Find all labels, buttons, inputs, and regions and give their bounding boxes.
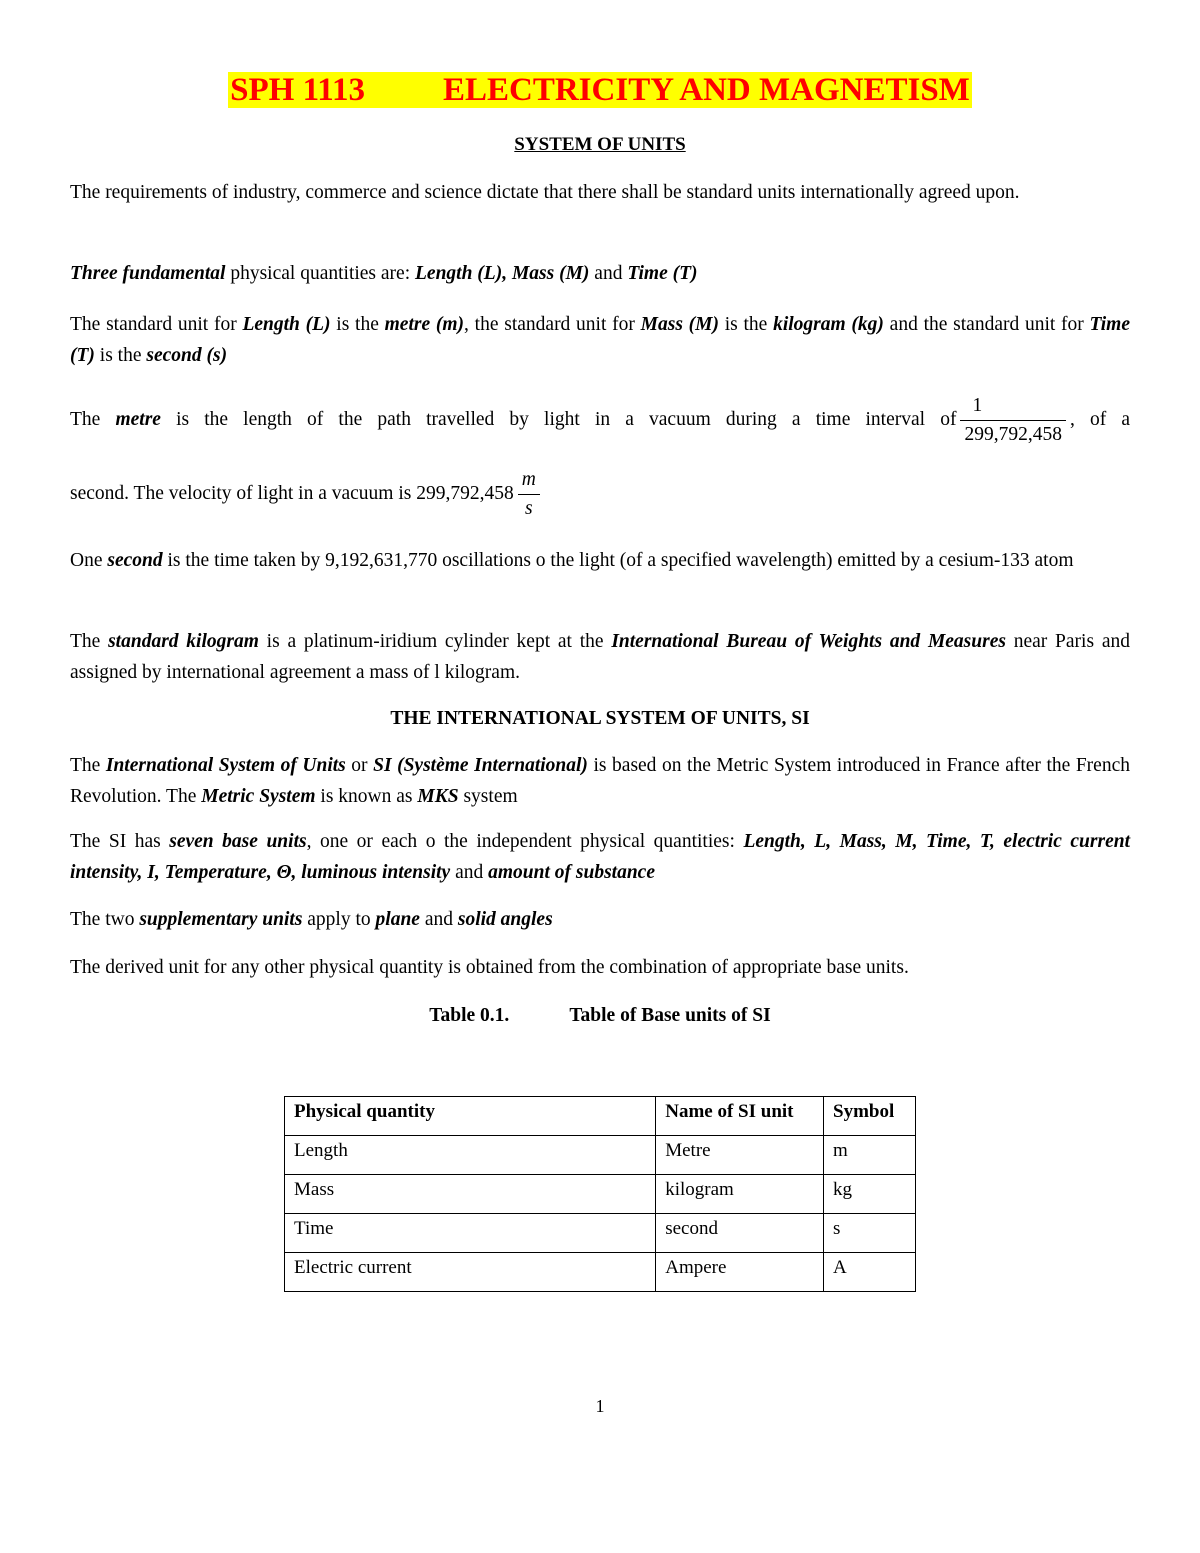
table-cell: s [824, 1214, 916, 1253]
light-velocity-value: 299,792,458 [416, 482, 514, 504]
table-cell: second [656, 1214, 824, 1253]
fraction-time-interval: $\frac{1}{299,792,458}$ [960, 392, 1066, 449]
table-cell: Time [285, 1214, 656, 1253]
table-cell: kilogram [656, 1175, 824, 1214]
table-header-cell: Name of SI unit [656, 1097, 824, 1136]
document-title [0, 70, 1200, 110]
oscillations-value: 9,192,631,770 [325, 550, 438, 571]
section-subtitle: SYSTEM OF UNITS [514, 134, 686, 155]
table-header-cell: Symbol [824, 1097, 916, 1136]
table-caption: Table 0.1. Table of Base units of SI [429, 1005, 771, 1026]
table-cell: Metre [656, 1136, 824, 1175]
paragraph-second-definition: One second is the time taken by 9,192,631,770 oscillations o the light (of a specified wavelength) emitted by a cesium-133 atom [70, 550, 1074, 571]
table-row [285, 1136, 916, 1175]
paragraph-derived-units: The derived unit for any other physical quantity is obtained from the combination of appropriate base units. [70, 957, 909, 978]
table-header-row [285, 1097, 916, 1136]
paragraph-supplementary-units: The two supplementary units apply to plane and solid angles [70, 909, 553, 930]
table-row [285, 1175, 916, 1214]
table-cell: Ampere [656, 1253, 824, 1292]
table-cell: Mass [285, 1175, 656, 1214]
paragraph-si-metric-system: The International System of Units or SI (Système International) is based on the Metric System introduced in France after the French Revolution. The Metric System is known as MKS system [70, 755, 1130, 807]
table-row [285, 1214, 916, 1253]
table-cell: kg [824, 1175, 916, 1214]
title-highlight [228, 72, 972, 108]
table-cell: m [824, 1136, 916, 1175]
table-header-cell: Physical quantity [285, 1097, 656, 1136]
paragraph-standard-units: The standard unit for Length (L) is the metre (m), the standard unit for Mass (M) is the kilogram (kg) and the standard unit for Time (T) is the second (s) [70, 314, 1130, 366]
fraction-unit-m-per-s: $\frac{m}{s}$ [518, 466, 540, 523]
course-code: SPH 1113 [230, 72, 365, 108]
paragraph-requirements: The requirements of industry, commerce and science dictate that there shall be standard units internationally agreed upon. [70, 182, 1020, 203]
course-title: ELECTRICITY AND MAGNETISM [442, 72, 970, 108]
table-cell: Length [285, 1136, 656, 1175]
table-cell: Electric current [285, 1253, 656, 1292]
paragraph-metre-definition-line2: second. The velocity of light in a vacuum is 299,792,458 $\frac{m}{s}$ [70, 466, 1130, 523]
paragraph-fundamental-quantities: Three fundamental physical quantities are: Length (L), Mass (M) and Time (T) [70, 263, 698, 284]
paragraph-seven-base-units: The SI has seven base units, one or each o the independent physical quantities: Length, L, Mass, M, Time, T, electric current intensity, I, Temperature, Θ, luminous intensity and amount of substance [70, 831, 1130, 883]
section-heading-si: THE INTERNATIONAL SYSTEM OF UNITS, SI [390, 708, 810, 729]
table-cell: A [824, 1253, 916, 1292]
paragraph-standard-kilogram: The standard kilogram is a platinum-iridium cylinder kept at the International Bureau of Weights and Measures near Paris and assigned by international agreement a mass of l kilogram. [70, 631, 1130, 683]
page-number: 1 [595, 1396, 605, 1416]
paragraph-metre-definition-line1: The metre is the length of the path travelled by light in a vacuum during a time interval of $\frac{1}{299,792,458}$ , of a [70, 392, 1130, 449]
base-units-table [284, 1096, 916, 1292]
table-row [285, 1253, 916, 1292]
